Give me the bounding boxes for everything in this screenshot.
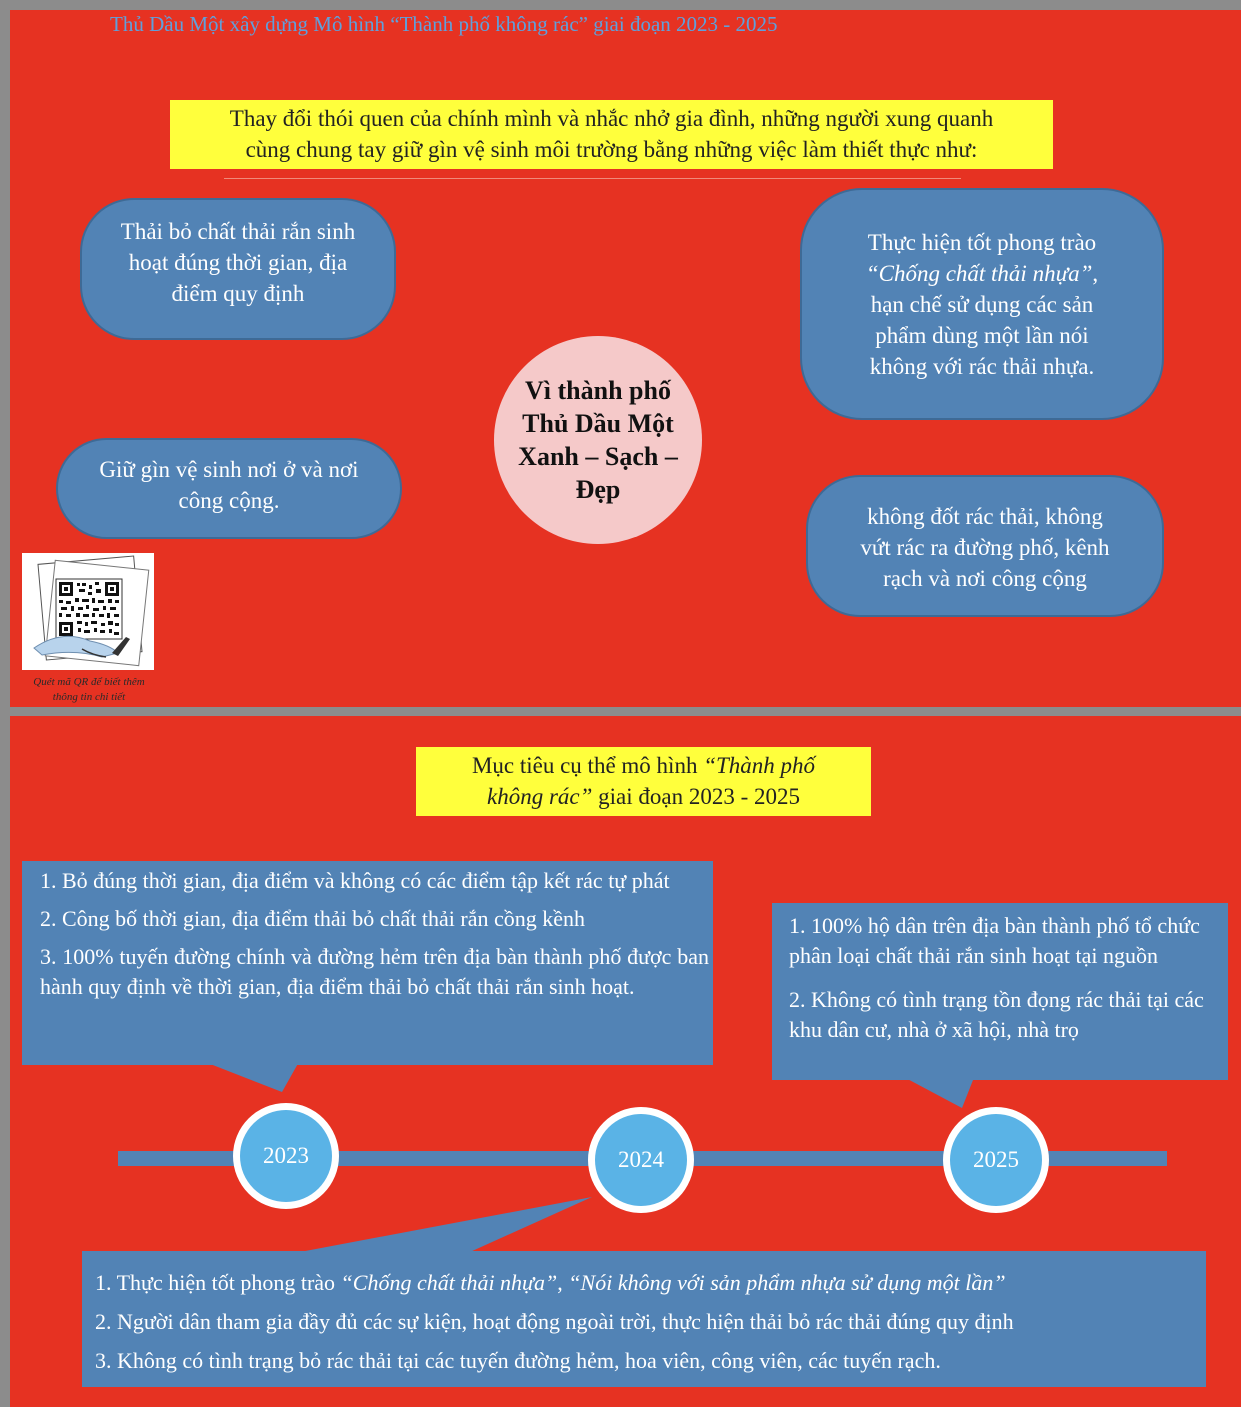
goal-item: 2. Công bố thời gian, địa điểm thải bỏ chất thải rắn cồng kềnh: [40, 906, 586, 931]
goal-item: 2. Người dân tham gia đầy đủ các sự kiện, hoạt động ngoài trời, thực hiện thải bỏ rác thải đúng quy định: [95, 1309, 1014, 1334]
goal-item: [95, 1263, 1198, 1302]
goal-text: 1. Thực hiện tốt phong trào: [95, 1270, 341, 1295]
goals-box-2024: [82, 1251, 1206, 1387]
bubble-line: rạch và nơi công cộng: [883, 565, 1087, 591]
header-title: Thủ Dầu Một xây dựng Mô hình “Thành phố không rác” giai đoạn 2023 - 2025: [110, 12, 778, 36]
slogan-line: Đẹp: [575, 475, 621, 504]
bubble-line: không đốt rác thải, không: [867, 503, 1103, 529]
goal-text: ,: [557, 1270, 569, 1295]
goal-italic: “Nói không với sản phẩm nhựa sử dụng một lần”: [568, 1270, 1006, 1295]
intro-line-2: cùng chung tay giữ gìn vệ sinh môi trường bằng những việc làm thiết thực như:: [245, 137, 978, 162]
bubble-line: Thực hiện tốt phong trào: [867, 229, 1097, 255]
pointer-2024: [300, 1197, 592, 1252]
comma: ,: [1092, 260, 1099, 286]
bubble-line: phẩm dùng một lần nói: [875, 322, 1089, 348]
goals-box-2023: [22, 861, 713, 1065]
bubble-line: Giữ gìn vệ sinh nơi ở và nơi: [99, 456, 359, 482]
title-text: Mục tiêu cụ thể mô hình: [471, 753, 704, 778]
intro-line-1: Thay đổi thói quen của chính mình và nhắc nhở gia đình, những người xung quanh: [229, 106, 994, 131]
qr-caption-line: Quét mã QR để biết thêm: [33, 676, 145, 688]
year-marker-2024: [588, 1107, 694, 1213]
bubble-line: hạn chế sử dụng các sản: [870, 291, 1094, 317]
goal-item: 1. 100% hộ dân trên địa bàn thành phố tổ chức phân loại chất thải rắn sinh hoạt tại nguồn: [789, 913, 1200, 968]
title-italic: không rác”: [486, 784, 593, 809]
bubble-line: hoạt đúng thời gian, địa: [128, 249, 348, 275]
goal-item: 3. Không có tình trạng bỏ rác thải tại các tuyến đường hẻm, hoa viên, công viên, các tuyến rạch.: [95, 1348, 941, 1373]
bubble-line: công cộng.: [178, 487, 280, 513]
bubble-line: điểm quy định: [171, 280, 305, 306]
year-marker-2023: [233, 1103, 339, 1209]
slogan-line: Xanh – Sạch –: [518, 442, 678, 471]
qr-caption-line: thông tin chi tiết: [52, 691, 126, 703]
year-label: 2023: [240, 1110, 332, 1202]
title-text: giai đoạn 2023 - 2025: [592, 784, 801, 809]
goal-item: 1. Bỏ đúng thời gian, địa điểm và không có các điểm tập kết rác tự phát: [40, 868, 670, 893]
goal-italic: “Chống chất thải nhựa”: [340, 1270, 558, 1295]
goal-item: 3. 100% tuyến đường chính và đường hẻm trên địa bàn thành phố được ban hành quy định về thời gian, địa điểm thải bỏ chất thải rắn sinh hoạt.: [40, 944, 709, 999]
slogan-line: Vì thành phố: [525, 376, 671, 405]
year-marker-2025: [943, 1107, 1049, 1213]
italic-phrase: “Chống chất thải nhựa”: [865, 260, 1093, 286]
slogan-line: Thủ Dầu Một: [522, 409, 674, 438]
bubble-line: vứt rác ra đường phố, kênh: [860, 534, 1110, 560]
year-label: 2025: [950, 1114, 1042, 1206]
title-italic: “Thành phố: [703, 753, 816, 778]
year-label: 2024: [595, 1114, 687, 1206]
goal-item: 2. Không có tình trạng tồn đọng rác thải tại các khu dân cư, nhà ở xã hội, nhà trọ: [789, 987, 1204, 1042]
bubble-line: Thải bỏ chất thải rắn sinh: [120, 218, 356, 244]
bubble-line: không với rác thải nhựa.: [869, 353, 1095, 379]
goals-box-2025: [772, 903, 1228, 1080]
